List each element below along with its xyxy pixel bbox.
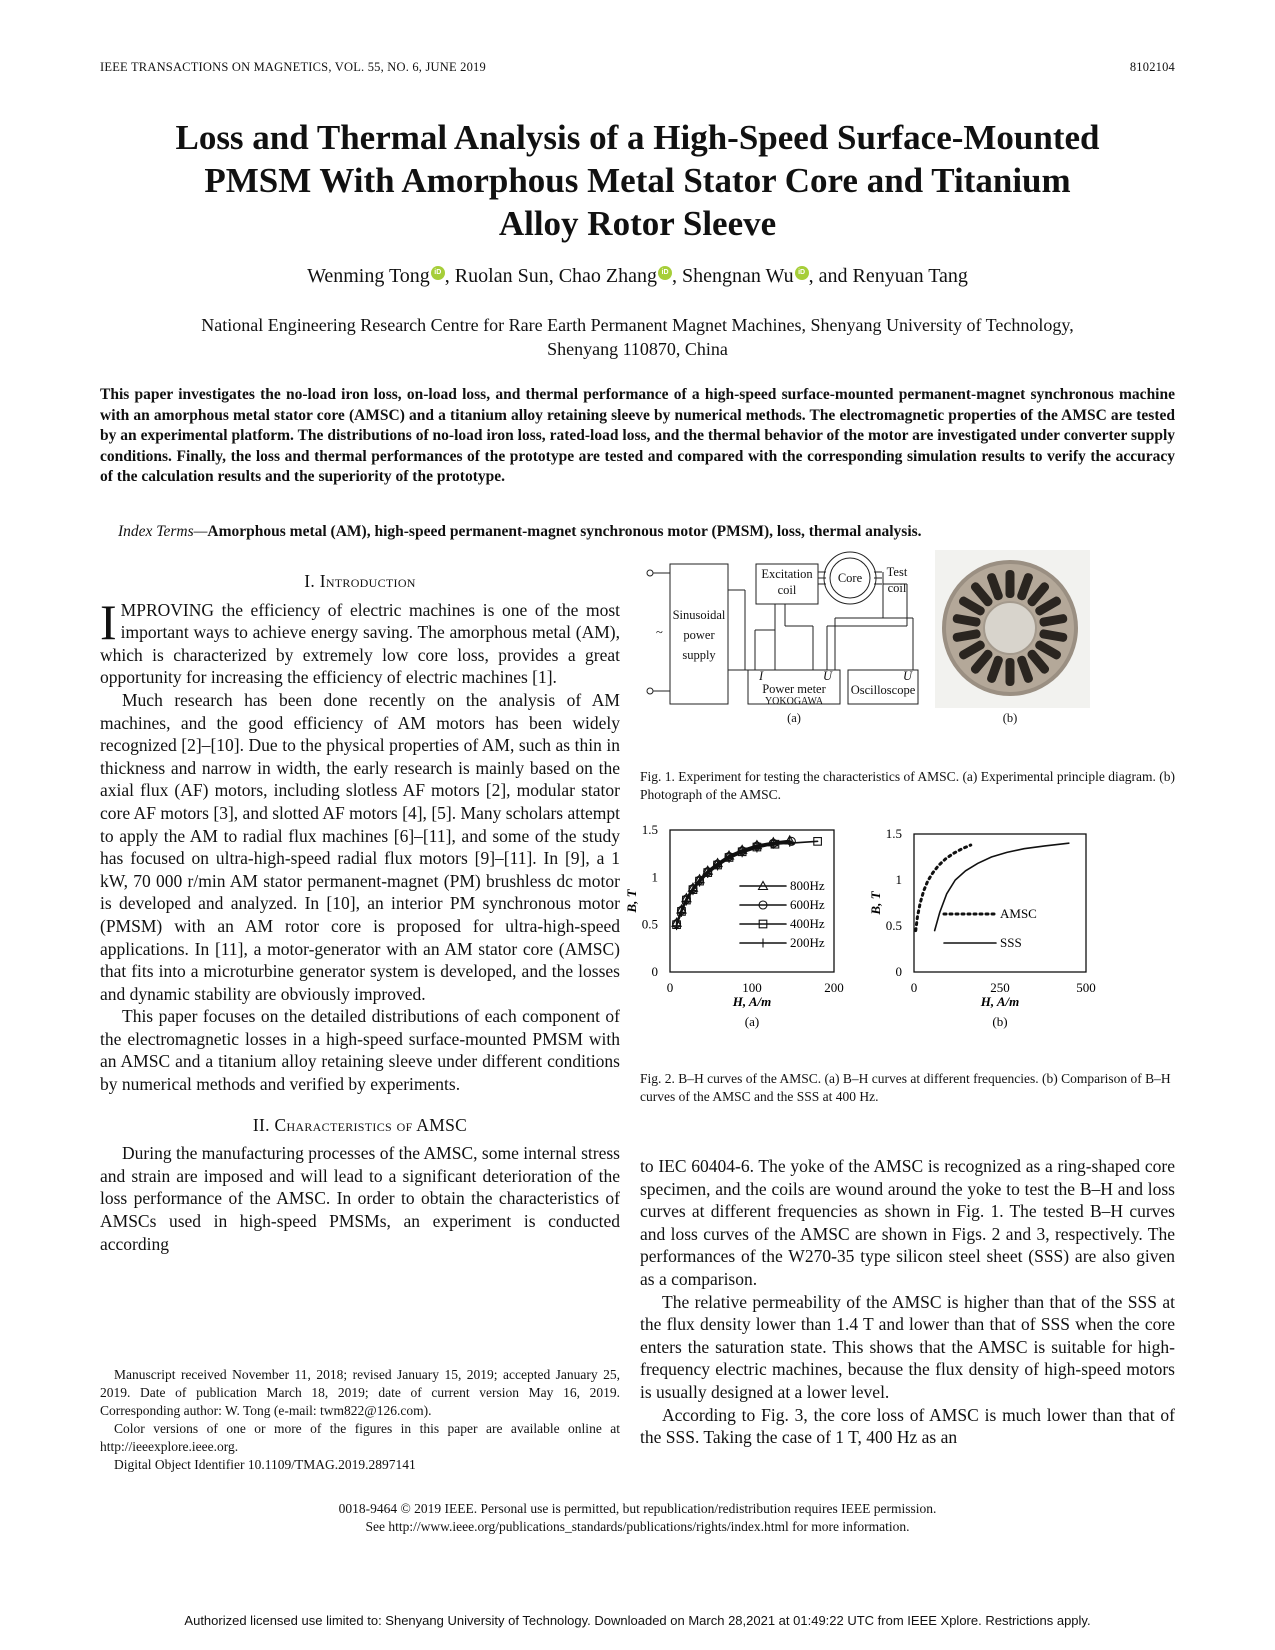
footnote-doi: Digital Object Identifier 10.1109/TMAG.2019.2897141 bbox=[114, 1457, 416, 1472]
y-tick-label: 0.5 bbox=[885, 918, 902, 933]
footnote-manuscript: Manuscript received November 11, 2018; revised January 15, 2019; accepted January 25, 2019. Date of publication March 18, 2019; date of current version May 16, 2019. Corresponding author: W. Tong (e-mail: twm822@126.com). bbox=[100, 1367, 620, 1418]
author-list: Wenming Tong iD , Ruolan Sun, Chao Zhang iD , Shengnan Wu iD , and Renyuan Tang bbox=[307, 265, 968, 287]
right-paragraph-3: According to Fig. 3, the core loss of AMSC is much lower than that of the SSS. Taking the case of 1 T, 400 Hz as an bbox=[640, 1404, 1175, 1448]
figure-1 bbox=[645, 565, 1175, 750]
y-tick-label: 1 bbox=[651, 869, 658, 885]
svg-text:(a): (a) bbox=[787, 711, 801, 725]
y-tick-label: 0 bbox=[895, 964, 902, 979]
figure-2 bbox=[624, 822, 1178, 1052]
author-wu: Shengnan Wu bbox=[682, 265, 794, 287]
y-tick-label: 1.5 bbox=[885, 826, 902, 841]
drop-cap: I bbox=[100, 593, 117, 650]
title-line-1: Loss and Thermal Analysis of a High-Speed Surface-Mounted bbox=[175, 118, 1100, 157]
legend-entry: SSS bbox=[1000, 935, 1022, 950]
legend-entry: 600Hz bbox=[790, 897, 825, 912]
y-axis-label: B, T bbox=[868, 891, 883, 915]
source-tilde: ~ bbox=[656, 625, 663, 639]
y-axis-label: B, T bbox=[624, 889, 639, 913]
x-tick-label: 500 bbox=[1076, 980, 1096, 995]
amsc-photo bbox=[935, 550, 1090, 708]
orcid-icon[interactable]: iD bbox=[431, 266, 445, 280]
right-paragraph-2: The relative permeability of the AMSC is higher than that of the SSS at the flux density lower than 1.4 T and lower than that of SSS when the core enters the saturation state. This shows that the AMSC is suitable for high-frequency electric machines, because the flux density of high-speed motors is usually designed at a lower level. bbox=[640, 1291, 1175, 1402]
legend-marker bbox=[759, 939, 768, 948]
left-column bbox=[100, 570, 620, 1255]
series-line bbox=[916, 845, 971, 931]
y-tick-label: 0.5 bbox=[641, 916, 658, 932]
orcid-icon[interactable]: iD bbox=[795, 266, 809, 280]
x-axis-label: H, A/m bbox=[980, 994, 1020, 1009]
legend-entry: 200Hz bbox=[790, 935, 825, 950]
figure-1-caption: Fig. 1. Experiment for testing the characteristics of AMSC. (a) Experimental principle diagram. (b) Photograph of the AMSC. bbox=[640, 769, 1175, 802]
section-2-heading: II. Characteristics of AMSC bbox=[252, 1114, 468, 1135]
svg-text:U: U bbox=[903, 669, 913, 683]
title-line-3: Alloy Rotor Sleeve bbox=[498, 204, 777, 243]
legend-entry: 800Hz bbox=[790, 878, 825, 893]
legend-entry: 400Hz bbox=[790, 916, 825, 931]
svg-text:Power meter: Power meter bbox=[762, 682, 826, 696]
section-2-paragraph-1: During the manufacturing processes of the AMSC, some internal stress and strain are imposed and will lead to a significant deterioration of the loss performance of the AMSC. In order to obtain the characteristics of AMSCs used in high-speed PMSMs, an experiment is conducted according bbox=[100, 1143, 620, 1254]
stator-slot bbox=[1006, 570, 1015, 598]
svg-text:YOKOGAWA: YOKOGAWA bbox=[764, 696, 824, 707]
right-column bbox=[640, 1155, 1175, 1449]
series-line bbox=[677, 840, 790, 922]
affiliation: National Engineering Research Centre for Rare Earth Permanent Magnet Machines, Shenyang University of Technology, Shenyang 110870, China bbox=[201, 315, 1074, 359]
x-axis-label: H, A/m bbox=[732, 994, 772, 1009]
author-sun: Ruolan Sun bbox=[454, 265, 549, 287]
intro-paragraph-3: This paper focuses on the detailed distributions of each component of the electromagnetic losses in a high-speed surface-mounted PMSM with an AMSC and a titanium alloy retaining sleeve under different conditions by numerical methods and verified by experiments. bbox=[100, 1006, 620, 1095]
x-tick-label: 250 bbox=[990, 980, 1010, 995]
footnote-color: Color versions of one or more of the figures in this paper are available online at http://ieeexplore.ieee.org. bbox=[100, 1421, 620, 1454]
author-tang: Renyuan Tang bbox=[852, 265, 968, 287]
chart-b bbox=[868, 826, 1096, 1029]
footnotes bbox=[100, 1366, 620, 1474]
x-tick-label: 100 bbox=[742, 980, 762, 995]
svg-text:Oscilloscope: Oscilloscope bbox=[850, 683, 916, 697]
paper-title bbox=[90, 116, 1185, 245]
x-tick-label: 0 bbox=[666, 980, 674, 995]
author-tong: Wenming Tong bbox=[307, 265, 430, 287]
license-notice: Authorized licensed use limited to: Shenyang University of Technology. Downloaded on March 28,2021 at 01:49:22 UTC from IEEE Xplore. Restrictions apply. bbox=[184, 1613, 1091, 1628]
copyright-notice: 0018-9464 © 2019 IEEE. Personal use is permitted, but republication/redistribution requires IEEE permission. See http://www.ieee.org/publications_standards/publications/rights/index.html for more information. bbox=[338, 1501, 937, 1534]
svg-text:U: U bbox=[823, 669, 833, 683]
article-number: 8102104 bbox=[1129, 60, 1175, 74]
subfigure-label: (a) bbox=[744, 1014, 760, 1029]
figure-2-caption: Fig. 2. B–H curves of the AMSC. (a) B–H curves at different frequencies. (b) Comparison of B–H curves of the AMSC and the SSS at 400 Hz. bbox=[640, 1071, 1171, 1104]
svg-text:supply: supply bbox=[682, 648, 716, 662]
stator-slot bbox=[1006, 658, 1015, 686]
svg-text:Core: Core bbox=[837, 571, 863, 585]
x-tick-label: 200 bbox=[824, 980, 844, 995]
y-tick-label: 1 bbox=[895, 872, 902, 887]
y-tick-label: 1.5 bbox=[641, 822, 658, 837]
title-line-2: PMSM With Amorphous Metal Stator Core and Titanium bbox=[204, 161, 1071, 200]
subfigure-label: (b) bbox=[992, 1014, 1008, 1029]
section-1-heading: I. Introduction bbox=[304, 571, 416, 591]
svg-text:(b): (b) bbox=[1002, 711, 1018, 725]
svg-text:coil: coil bbox=[777, 583, 797, 597]
intro-paragraph-1: IMPROVING the efficiency of electric machines is one of the most important ways to achieve energy saving. The amorphous metal (AM), which is characterized by extremely low core loss, provides a great opportunity for increasing the efficiency of electric machines [1]. bbox=[100, 593, 620, 688]
svg-text:Sinusoidal: Sinusoidal bbox=[672, 608, 726, 622]
svg-text:Excitation: Excitation bbox=[761, 567, 813, 581]
intro-paragraph-2: Much research has been done recently on the analysis of AM machines, and the good efficiency of AM motors has been widely recognized [2]–[10]. Due to the physical properties of AM, such as thin in thickness and narrow in width, the early research is mainly based on the axial flux (AF) motors, including slotless AF motors [2], modular stator core AF motors [3], and slotted AF motors [4], [5]. Many scholars attempt to apply the AM to radial flux machines [6]–[11], and some of the study has focused on ultra-high-speed radial flux motors [9]–[11]. In [9], a 1 kW, 70 000 r/min AM stator permanent-magnet (PM) brushless dc motor is developed and analyzed. In [10], an interior PM synchronous motor (PMSM) with an AM rotor core is proposed for ultra-high-speed applications. In [11], a motor-generator with an AM stator core (AMSC) that fits into a microturbine generator system is developed, and the losses and dynamic stability are obviously improved. bbox=[100, 689, 620, 1004]
journal-name: IEEE TRANSACTIONS ON MAGNETICS, VOL. 55, NO. 6, JUNE 2019 bbox=[100, 60, 486, 74]
svg-text:coil: coil bbox=[887, 581, 907, 595]
index-terms-label: Index Terms— bbox=[118, 523, 208, 540]
svg-text:I: I bbox=[759, 669, 764, 683]
y-tick-label: 0 bbox=[651, 964, 658, 979]
x-tick-label: 0 bbox=[910, 980, 918, 995]
orcid-icon[interactable]: iD bbox=[658, 266, 672, 280]
index-terms: Index Terms—Amorphous metal (AM), high-speed permanent-magnet synchronous motor (PMSM), loss, thermal analysis. bbox=[118, 523, 922, 540]
series-line bbox=[677, 841, 792, 923]
author-zhang: Chao Zhang bbox=[558, 265, 658, 287]
chart-a bbox=[624, 822, 844, 1029]
right-paragraph-1: to IEC 60404-6. The yoke of the AMSC is recognized as a ring-shaped core specimen, and the coils are wound around the yoke to test the B–H and loss curves at different frequencies as shown in Fig. 1. The tested B–H curves and loss curves of the AMSC are shown in Figs. 2 and 3, respectively. The performances of the W270-35 type silicon steel sheet (SSS) are also given as a comparison. bbox=[640, 1156, 1175, 1289]
svg-text:Test: Test bbox=[886, 565, 908, 579]
running-header bbox=[100, 60, 1175, 75]
legend-entry: AMSC bbox=[1000, 906, 1037, 921]
abstract: This paper investigates the no-load iron loss, on-load loss, and thermal performance of a high-speed surface-mounted permanent-magnet synchronous machine with an amorphous metal stator core (AMSC) and a titanium alloy retaining sleeve by numerical methods. The electromagnetic properties of the AMSC are tested by an experimental platform. The distributions of no-load iron loss, rated-load loss, and the thermal behavior of the motor are investigated under converter supply conditions. Finally, the loss and thermal performances of the prototype are tested and compared with the corresponding simulation results to verify the accuracy of the calculation results and the superiority of the prototype. bbox=[100, 386, 1175, 485]
svg-text:power: power bbox=[683, 628, 715, 642]
